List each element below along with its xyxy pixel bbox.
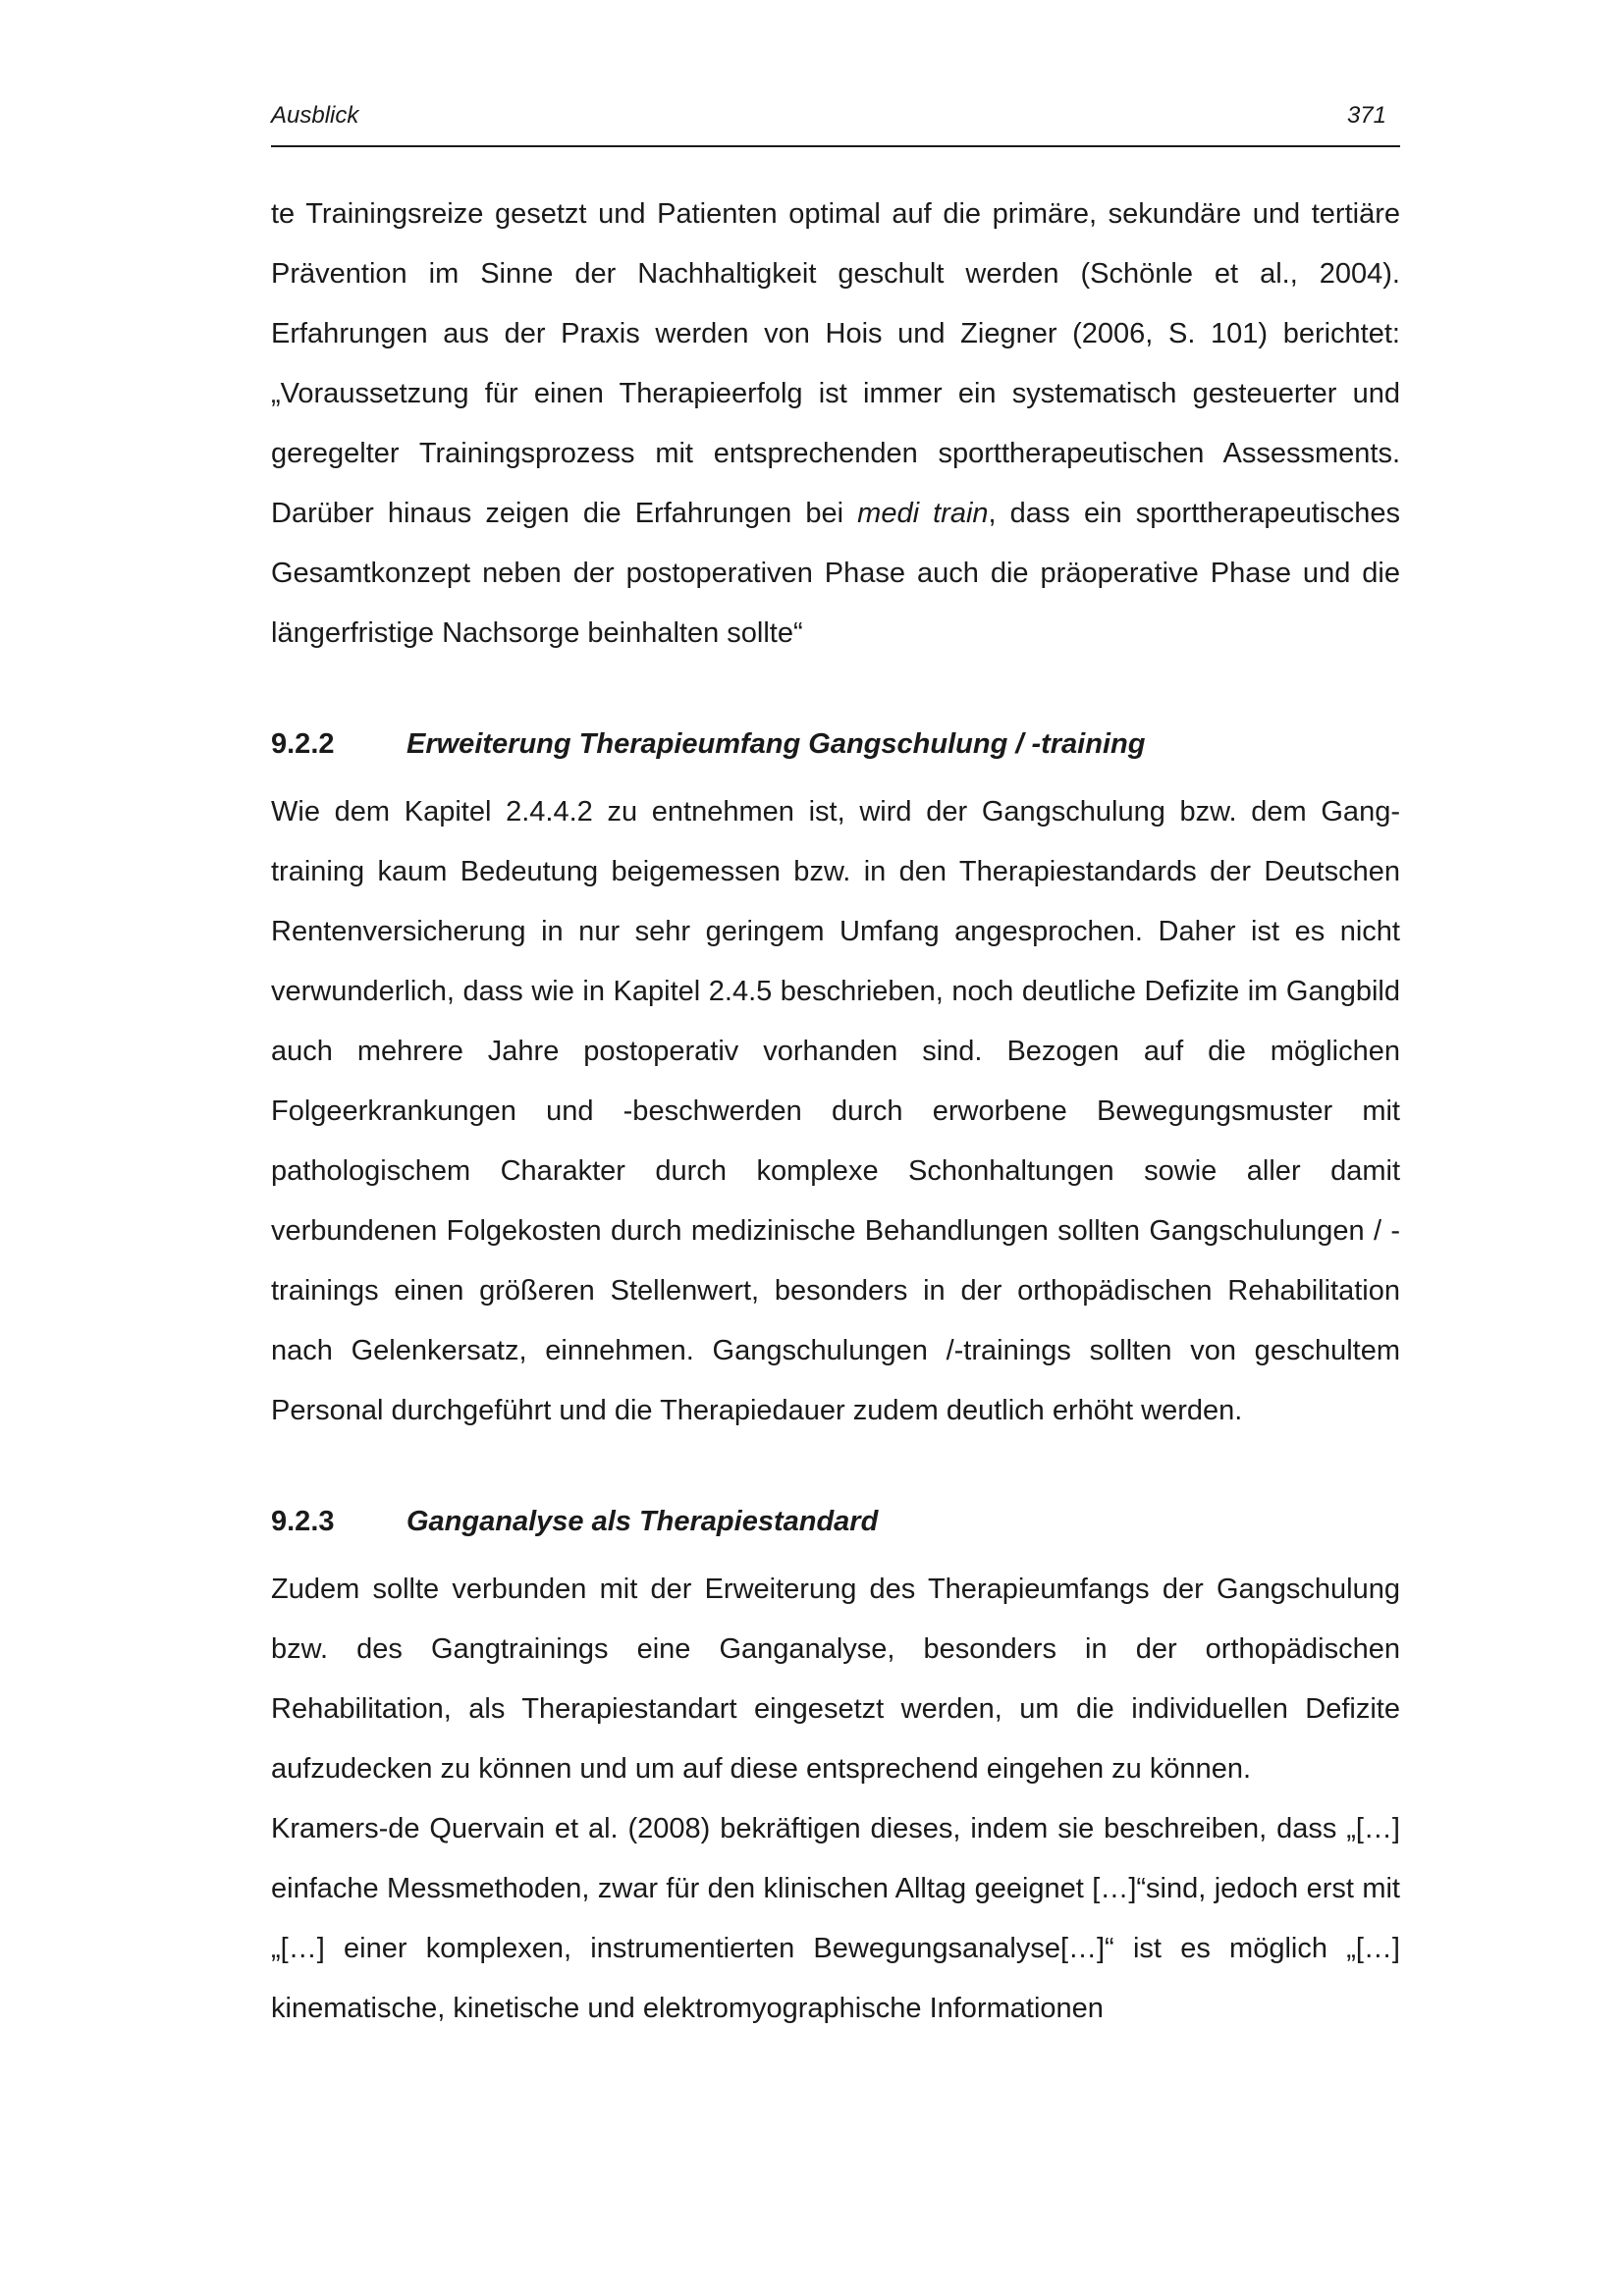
section-922-paragraph: Wie dem Kapitel 2.4.4.2 zu entnehmen ist, wird der Gangschulung bzw. dem Gangtraining kaum Bedeutung beigemessen bzw. in den Therapiestandards der Deutschen Rentenversicherung in nur sehr geringem Umfang angesprochen. Daher ist es nicht verwunderlich, dass wie in Kapitel 2.4.5 beschrieben, noch deutliche Defizite im Gangbild auch mehrere Jahre postoperativ vorhanden sind. Bezogen auf die möglichen Folgeerkrankungen und -beschwerden durch erworbene Bewegungsmuster mit pathologischem Charakter durch komplexe Schonhaltungen sowie aller damit verbundenen Folgekosten durch medizinische Behandlungen sollten Gangschulungen / -trainings einen größeren Stellenwert, besonders in der orthopädischen Rehabilitation nach Gelenkersatz, einnehmen. Gangschulungen /-trainings sollten von geschultem Personal durchgeführt und die Therapiedauer zudem deutlich erhöht werden.: [271, 796, 1400, 1426]
intro-text-italic: medi train: [857, 498, 989, 529]
section-923-paragraph-2: Kramers-de Quervain et al. (2008) bekräftigen dieses, indem sie beschreiben, dass „[…] einfache Messmethoden, zwar für den klinischen Alltag geeignet […]“sind, jedoch erst mit „[…] einer komplexen, instrumentierten Bewegungsanalyse[…]“ ist es möglich „[…] kinematische, kinetische und elektromyographische Informationen: [271, 1813, 1400, 2024]
section-923-paragraph-1: Zudem sollte verbunden mit der Erweiterung des Therapieumfangs der Gangschulung bzw. des Gangtrainings eine Ganganalyse, besonders in der orthopädischen Rehabilitation, als Therapiestandart eingesetzt werden, um die individuellen Defizite aufzudecken zu können und um auf diese entsprechend eingehen zu können.: [271, 1574, 1400, 1785]
intro-text-part1: te Trainingsreize gesetzt und Patienten optimal auf die primäre, sekundäre und tertiäre Prävention im Sinne der Nachhaltigkeit geschult werden (Schönle et al., 2004). Erfahrungen aus der Praxis werden von Hois und Ziegner (2006, S. 101) berichtet: „Voraussetzung für einen Therapieerfolg ist immer ein systematisch gesteuerter und geregelter Trainingsprozess mit entsprechenden sporttherapeutischen Assessments. Darüber hinaus zeigen die Erfahrungen bei: [271, 198, 1400, 529]
intro-text-part2: , dass ein sporttherapeutisches Gesamtkonzept neben der postoperativen Phase auch die präoperative Phase und die längerfristige Nachsorge beinhalten sollte“: [271, 498, 1400, 649]
page-number: 371: [1346, 102, 1386, 129]
page-content: [271, 185, 1400, 2039]
running-header: [271, 94, 1400, 147]
section-number-923: 9.2.3: [271, 1506, 335, 1537]
section-heading-922: [271, 715, 1400, 774]
section-title-922: Erweiterung Therapieumfang Gangschulung / -training: [406, 728, 1146, 760]
section-number-922: 9.2.2: [271, 728, 335, 760]
section-title-923: Ganganalyse als Therapiestandard: [406, 1506, 879, 1537]
section-heading-923: [271, 1492, 1400, 1552]
intro-paragraph: [271, 185, 1400, 664]
header-chapter-title: Ausblick: [271, 102, 359, 129]
